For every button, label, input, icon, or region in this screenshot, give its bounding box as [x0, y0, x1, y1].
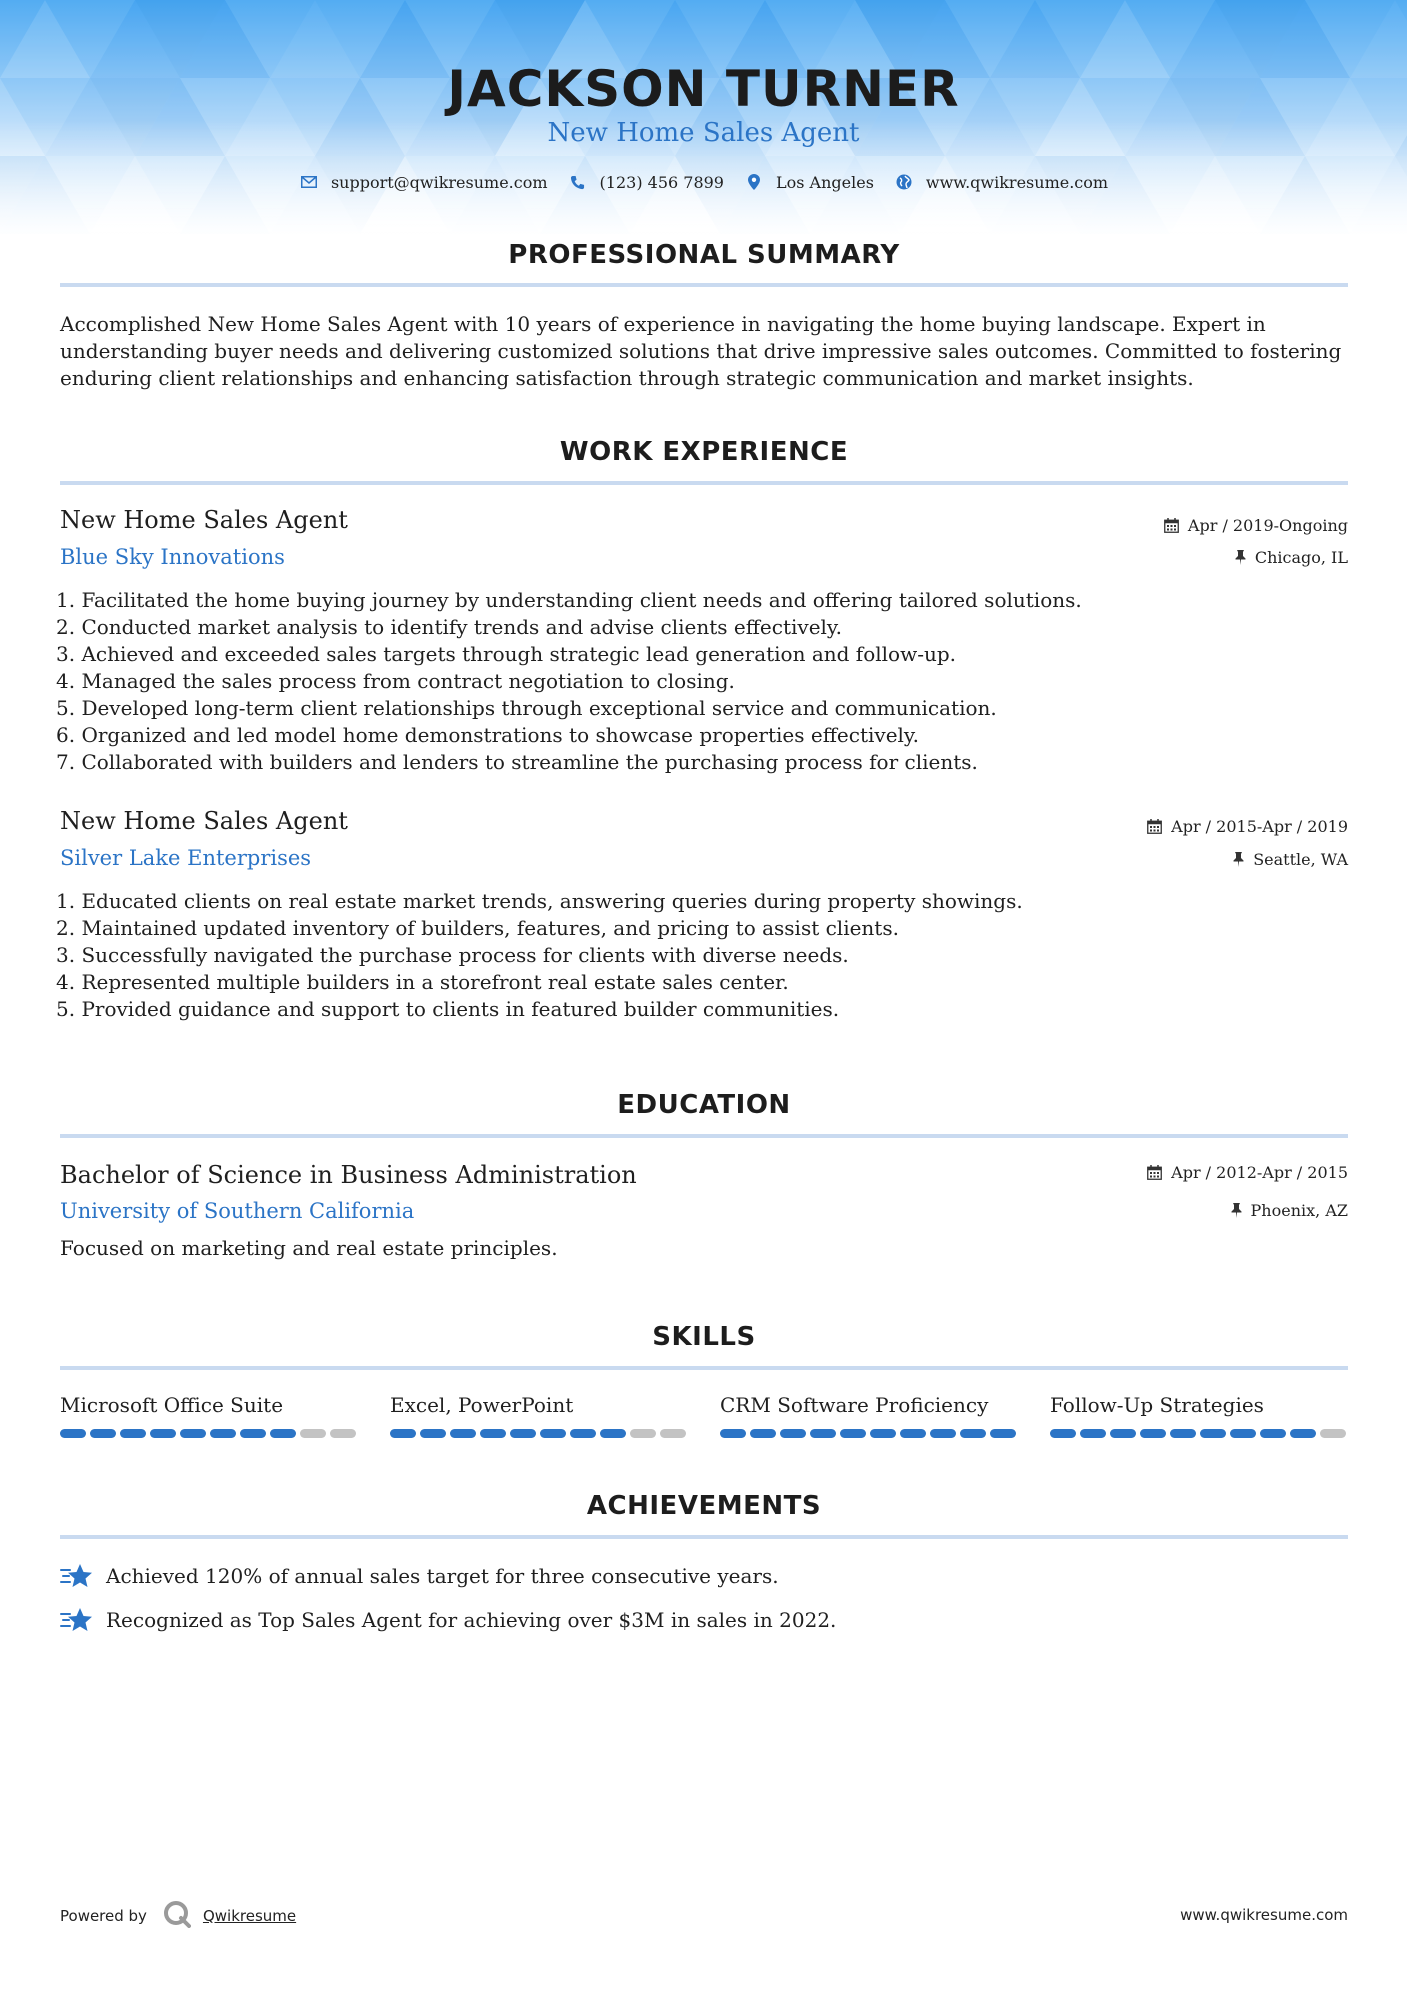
- list-item: 3. Successfully navigated the purchase process for clients with diverse needs.: [56, 943, 849, 967]
- list-item: 5. Provided guidance and support to clients in featured builder communities.: [56, 997, 840, 1021]
- skill-segment-empty: [1320, 1429, 1346, 1438]
- skill-item: [390, 1393, 690, 1438]
- list-item: 3. Achieved and exceeded sales targets through strategic lead generation and follow-up.: [56, 642, 956, 666]
- list-item: 4. Managed the sales process from contract negotiation to closing.: [56, 669, 735, 693]
- achievement-item: [60, 1606, 836, 1634]
- contact-phone[interactable]: [568, 172, 724, 192]
- achievement-text: Achieved 120% of annual sales target for three consecutive years.: [106, 1564, 779, 1588]
- education-degree: Bachelor of Science in Business Administration: [60, 1161, 637, 1189]
- skill-level-bar: [720, 1429, 1020, 1438]
- skill-segment-filled: [960, 1429, 986, 1438]
- job-1-role: New Home Sales Agent: [60, 506, 348, 534]
- skill-segment-filled: [600, 1429, 626, 1438]
- list-item: 5. Developed long-term client relationships through exceptional service and communication.: [56, 696, 997, 720]
- skill-segment-filled: [840, 1429, 866, 1438]
- skill-name: CRM Software Proficiency: [720, 1393, 989, 1417]
- skill-segment-filled: [1290, 1429, 1316, 1438]
- education-dates: [1147, 1163, 1348, 1182]
- achievements-divider: [60, 1535, 1348, 1539]
- skill-segment-filled: [1230, 1429, 1256, 1438]
- powered-by-label: Powered by: [60, 1907, 147, 1925]
- skill-segment-filled: [390, 1429, 416, 1438]
- summary-heading: PROFESSIONAL SUMMARY: [508, 240, 900, 270]
- contact-website-text: www.qwikresume.com: [925, 172, 1109, 192]
- list-item: 4. Represented multiple builders in a storefront real estate sales center.: [56, 970, 789, 994]
- skill-segment-empty: [660, 1429, 686, 1438]
- skill-name: Microsoft Office Suite: [60, 1393, 284, 1417]
- envelope-icon: [299, 172, 319, 192]
- summary-text: Accomplished New Home Sales Agent with 10 years of experience in navigating the home buying landscape. Expert in understanding buyer needs and delivering customized solutions that drive impressive sales outcomes. Committed to fostering enduring client relationships and enhancing satisfaction through strategic communication and market insights.: [60, 312, 1342, 390]
- skills-grid: [60, 1393, 1350, 1438]
- skill-segment-empty: [330, 1429, 356, 1438]
- skill-segment-filled: [870, 1429, 896, 1438]
- job-1-bullets: [56, 587, 1346, 776]
- experience-heading: WORK EXPERIENCE: [559, 437, 849, 467]
- achievements-heading: ACHIEVEMENTS: [586, 1491, 822, 1521]
- list-item: 6. Organized and led model home demonstrations to showcase properties effectively.: [56, 723, 919, 747]
- job-1-dates: [1164, 516, 1348, 535]
- skill-segment-filled: [540, 1429, 566, 1438]
- skill-level-bar: [60, 1429, 360, 1438]
- education-divider: [60, 1134, 1348, 1138]
- skills-heading: SKILLS: [652, 1322, 756, 1352]
- skill-segment-filled: [270, 1429, 296, 1438]
- skill-segment-filled: [480, 1429, 506, 1438]
- pin-icon: [1235, 550, 1246, 565]
- job-2-bullets: [56, 888, 1346, 1023]
- candidate-title: New Home Sales Agent: [547, 118, 860, 148]
- skills-divider: [60, 1366, 1348, 1370]
- education-heading: EDUCATION: [617, 1090, 791, 1120]
- list-item: 1. Facilitated the home buying journey by understanding client needs and offering tailored solutions.: [56, 588, 1082, 612]
- skill-segment-filled: [1170, 1429, 1196, 1438]
- contact-phone-text: (123) 456 7899: [599, 172, 724, 192]
- pin-icon: [1233, 852, 1244, 867]
- skill-segment-filled: [1050, 1429, 1076, 1438]
- skill-item: [60, 1393, 360, 1438]
- job-2-location: [1233, 850, 1348, 869]
- contact-email-text: support@qwikresume.com: [330, 172, 548, 192]
- education-dates-text: Apr / 2012-Apr / 2015: [1171, 1163, 1348, 1182]
- achievement-item: [60, 1562, 779, 1590]
- skill-name: Follow-Up Strategies: [1050, 1393, 1264, 1417]
- pin-icon: [1231, 1203, 1242, 1218]
- job-1-location: [1235, 548, 1348, 567]
- skill-segment-filled: [150, 1429, 176, 1438]
- skill-segment-filled: [420, 1429, 446, 1438]
- map-marker-icon: [744, 172, 764, 192]
- education-location-text: Phoenix, AZ: [1250, 1201, 1348, 1220]
- list-item: 2. Conducted market analysis to identify trends and advise clients effectively.: [56, 615, 842, 639]
- skill-segment-filled: [1200, 1429, 1226, 1438]
- skill-segment-filled: [1260, 1429, 1286, 1438]
- skill-segment-filled: [60, 1429, 86, 1438]
- summary-divider: [60, 283, 1348, 287]
- list-item: 7. Collaborated with builders and lenders to streamline the purchasing process for clients.: [56, 750, 978, 774]
- skill-segment-filled: [720, 1429, 746, 1438]
- skill-segment-filled: [900, 1429, 926, 1438]
- job-2-role: New Home Sales Agent: [60, 807, 348, 835]
- qwikresume-logo-icon: [163, 1900, 191, 1932]
- skill-item: [1050, 1393, 1350, 1438]
- skill-segment-filled: [210, 1429, 236, 1438]
- skill-level-bar: [1050, 1429, 1350, 1438]
- list-item: 2. Maintained updated inventory of builders, features, and pricing to assist clients.: [56, 916, 899, 940]
- candidate-name: JACKSON TURNER: [447, 60, 960, 118]
- contact-bar: [0, 172, 1407, 192]
- education-school: University of Southern California: [60, 1199, 415, 1223]
- footer-powered-by: [60, 1900, 296, 1932]
- skill-level-bar: [390, 1429, 690, 1438]
- skill-segment-filled: [570, 1429, 596, 1438]
- list-item: 1. Educated clients on real estate market trends, answering queries during property showings.: [56, 889, 1023, 913]
- experience-divider: [60, 481, 1348, 485]
- skill-name: Excel, PowerPoint: [390, 1393, 574, 1417]
- job-2-dates-text: Apr / 2015-Apr / 2019: [1171, 817, 1348, 836]
- achievement-text: Recognized as Top Sales Agent for achieving over $3M in sales in 2022.: [106, 1608, 837, 1632]
- job-1-dates-text: Apr / 2019-Ongoing: [1187, 516, 1348, 535]
- skill-segment-filled: [510, 1429, 536, 1438]
- skill-segment-filled: [930, 1429, 956, 1438]
- job-2-dates: [1147, 817, 1348, 836]
- job-2-company: Silver Lake Enterprises: [60, 846, 312, 870]
- calendar-icon: [1147, 819, 1162, 834]
- skill-segment-filled: [750, 1429, 776, 1438]
- contact-location-text: Los Angeles: [775, 172, 874, 192]
- calendar-icon: [1164, 518, 1179, 533]
- star-icon: [60, 1562, 92, 1590]
- skill-segment-filled: [780, 1429, 806, 1438]
- skill-segment-filled: [450, 1429, 476, 1438]
- skill-segment-filled: [90, 1429, 116, 1438]
- skill-item: [720, 1393, 1020, 1438]
- calendar-icon: [1147, 1165, 1162, 1180]
- skill-segment-empty: [300, 1429, 326, 1438]
- skill-segment-filled: [990, 1429, 1016, 1438]
- skill-segment-filled: [1110, 1429, 1136, 1438]
- skill-segment-filled: [120, 1429, 146, 1438]
- skill-segment-filled: [1140, 1429, 1166, 1438]
- skill-segment-filled: [240, 1429, 266, 1438]
- education-location: [1231, 1201, 1348, 1220]
- education-note: Focused on marketing and real estate principles.: [60, 1236, 558, 1260]
- skill-segment-filled: [1080, 1429, 1106, 1438]
- skill-segment-empty: [630, 1429, 656, 1438]
- star-icon: [60, 1606, 92, 1634]
- job-2-location-text: Seattle, WA: [1253, 850, 1348, 869]
- skill-segment-filled: [810, 1429, 836, 1438]
- brand-link[interactable]: Qwikresume: [202, 1907, 297, 1925]
- contact-location: [744, 172, 874, 192]
- skill-segment-filled: [180, 1429, 206, 1438]
- job-1-location-text: Chicago, IL: [1254, 548, 1348, 567]
- contact-website[interactable]: [894, 172, 1108, 192]
- contact-email[interactable]: [299, 172, 548, 192]
- job-1-company: Blue Sky Innovations: [60, 545, 285, 569]
- footer-url[interactable]: www.qwikresume.com: [1180, 1906, 1348, 1924]
- phone-icon: [568, 172, 588, 192]
- globe-icon: [894, 172, 914, 192]
